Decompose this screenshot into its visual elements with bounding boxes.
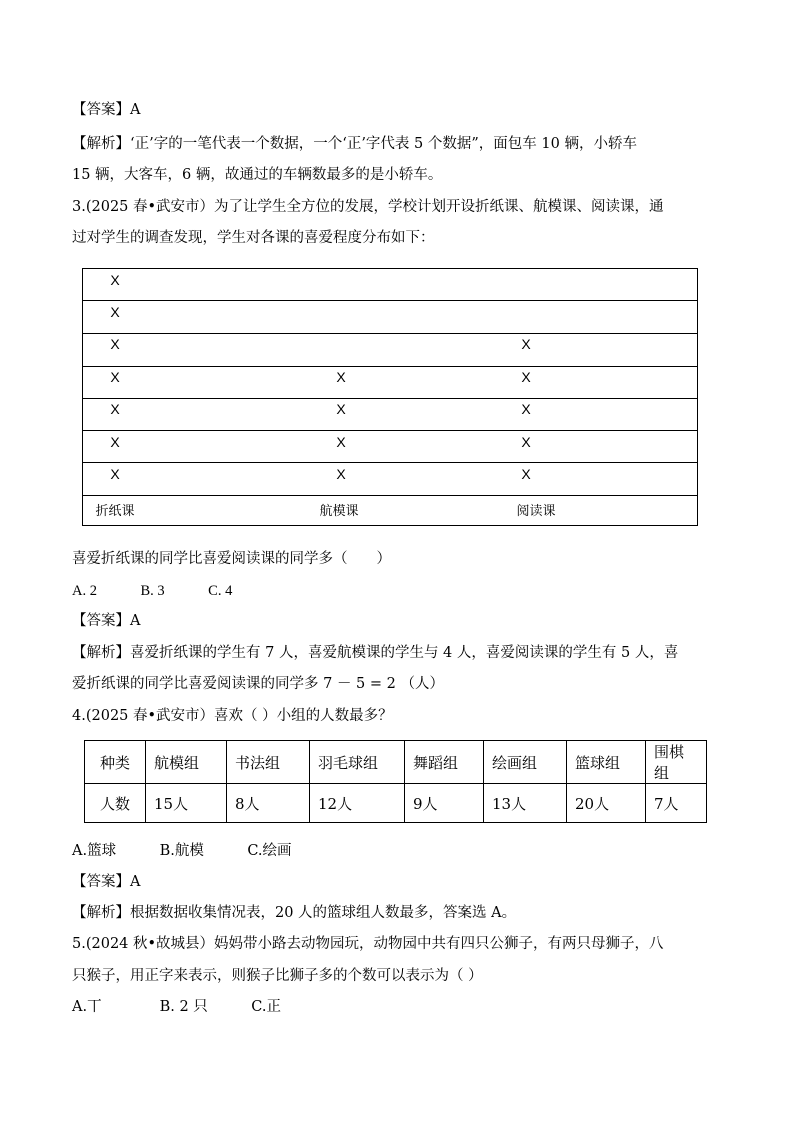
q3-question: 喜爱折纸课的同学比喜爱阅读课的同学多（ ）	[72, 551, 391, 567]
q5-options: A.丅 B. 2 只 C.正	[72, 999, 281, 1015]
table-cell: 篮球组	[567, 741, 646, 784]
table-cell: 7人	[646, 784, 707, 823]
pictograph-row	[83, 302, 697, 334]
q2-analysis-line-1: 【解析】‘正’字的一笔代表一个数据，一个‘正’字代表 5 个数据”，面包车 10 辆，小轿车	[72, 136, 637, 152]
x-mark-origami: X	[110, 466, 120, 482]
pictograph-row	[83, 464, 697, 496]
table-header-row	[85, 741, 707, 784]
table-cell: 绘画组	[484, 741, 567, 784]
q3-stem-line-1: 3.(2025 春•武安市）为了让学生全方位的发展，学校计划开设折纸课、航模课、阅读课，通	[72, 199, 664, 215]
q3-analysis-line-1: 【解析】喜爱折纸课的学生有 7 人，喜爱航模课的学生与 4 人，喜爱阅读课的学生有 5 人，喜	[72, 645, 679, 661]
table-cell: 羽毛球组	[310, 741, 405, 784]
q2-analysis-line-2: 15 辆，大客车，6 辆，故通过的车辆数最多的是小轿车。	[72, 167, 443, 183]
table-cell: 种类	[85, 741, 146, 784]
category-label-reading: 阅读课	[516, 504, 556, 519]
x-mark-origami: X	[110, 368, 120, 385]
table-cell: 12人	[310, 784, 405, 823]
table-cell: 15人	[146, 784, 227, 823]
table-row	[85, 784, 707, 823]
pictograph-row	[83, 269, 697, 301]
category-label-model-aircraft: 航模课	[319, 504, 359, 519]
x-mark-origami: X	[110, 271, 120, 288]
table-cell: 书法组	[227, 741, 310, 784]
x-mark-reading: X	[521, 466, 531, 482]
table-cell: 围棋组	[646, 741, 707, 784]
x-mark-origami: X	[110, 304, 120, 320]
x-mark-reading: X	[521, 336, 531, 353]
q3-stem-line-2: 过对学生的调查发现，学生对各课的喜爱程度分布如下：	[72, 230, 435, 246]
q3-answer: 【答案】A	[72, 613, 141, 629]
table-cell: 人数	[85, 784, 146, 823]
q2-answer: 【答案】A	[72, 102, 141, 118]
pictograph-row	[83, 399, 697, 431]
q4-analysis: 【解析】根据数据收集情况表，20 人的篮球组人数最多，答案选 A。	[72, 905, 517, 921]
table-cell: 9人	[405, 784, 484, 823]
table-cell: 8人	[227, 784, 310, 823]
q5-stem-line-2: 只猴子，用正字来表示，则猴子比狮子多的个数可以表示为（ ）	[72, 968, 483, 984]
q5-stem-line-1: 5.(2024 秋•故城县）妈妈带小路去动物园玩，动物园中共有四只公狮子，有两只母狮子，八	[72, 936, 664, 952]
interest-group-table	[84, 740, 707, 823]
pictograph-row	[83, 367, 697, 399]
x-mark-origami: X	[110, 401, 120, 418]
x-mark-reading: X	[521, 368, 531, 385]
x-mark-model-aircraft: X	[336, 433, 346, 450]
q3-analysis-line-2: 爱折纸课的同学比喜爱阅读课的同学多 7 － 5 = 2 （人）	[72, 676, 444, 692]
x-mark-model-aircraft: X	[336, 466, 346, 482]
x-mark-origami: X	[110, 433, 120, 450]
x-mark-model-aircraft: X	[336, 401, 346, 418]
x-mark-model-aircraft: X	[336, 368, 346, 385]
pictograph-row	[83, 335, 697, 367]
q3-options: A. 2 B. 3 C. 4	[72, 583, 233, 599]
preference-pictograph	[82, 268, 698, 526]
table-cell: 航模组	[146, 741, 227, 784]
x-mark-origami: X	[110, 336, 120, 353]
table-cell: 舞蹈组	[405, 741, 484, 784]
table-cell: 20人	[567, 784, 646, 823]
q4-stem: 4.(2025 春•武安市）喜欢（ ）小组的人数最多？	[72, 708, 393, 724]
q4-options: A.篮球 B.航模 C.绘画	[72, 843, 292, 859]
table-cell: 13人	[484, 784, 567, 823]
q4-answer: 【答案】A	[72, 874, 141, 890]
pictograph-row	[83, 431, 697, 463]
category-label-origami: 折纸课	[95, 504, 135, 519]
x-mark-reading: X	[521, 433, 531, 450]
x-mark-reading: X	[521, 401, 531, 418]
